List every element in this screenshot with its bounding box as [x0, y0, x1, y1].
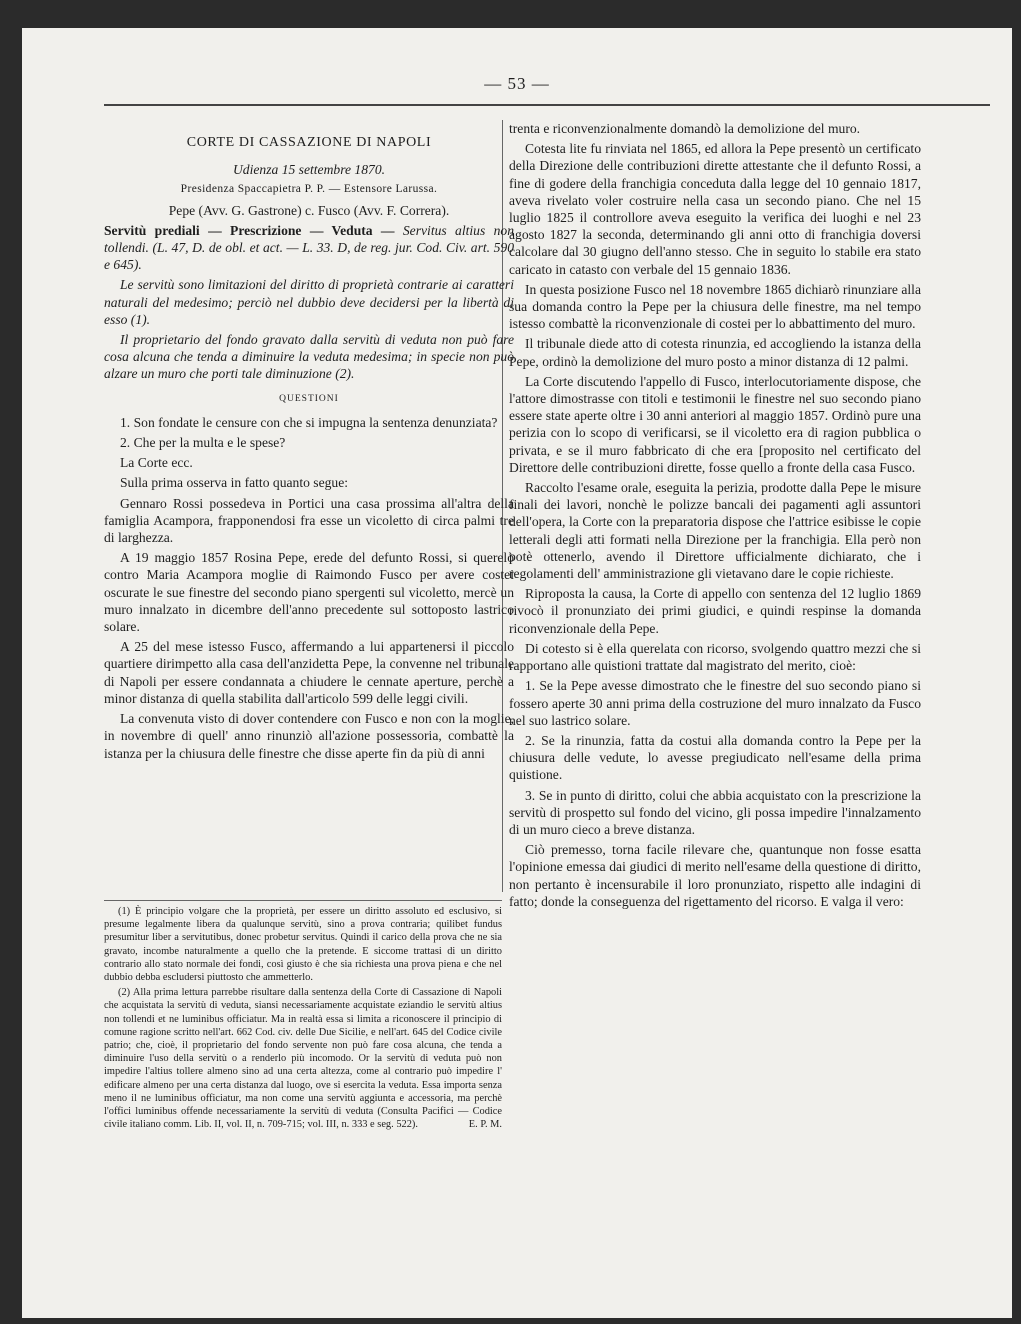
document-page — [22, 28, 1012, 1318]
court-etc: La Corte ecc. — [120, 455, 193, 471]
right-paragraph-2: Cotesta lite fu rinviata nel 1865, ed allora la Pepe presentò un certificato della Direzione delle contribuzioni dirette attestante che il defunto Rossi, a fine di godere della franchigia conceduta dalla legge del 10 gennaio 1817, aveva rivelato voler costruire nella casa un secondo piano. Che nel 15 luglio 1825 il controllore aveva eseguito la verifica dei luoghi e nel 23 agosto 1827 la seconda, determinando gli anni otto di franchigia doversi calcolare dal 30 giugno dell'anno stesso. Che in seguito lo stabile era stato caricato in catasto con verbale del 15 gennaio 1836. — [509, 141, 921, 277]
right-paragraph-11: 3. Se in punto di diritto, colui che abbia acquistato con la prescrizione la servitù di prospetto sul fondo del vicino, gli possa impedire l'innalzamento di un muro cieco a breve distanza. — [509, 787, 921, 837]
footnote-2-text: (2) Alla prima lettura parrebbe risultare dalla sentenza della Corte di Cassazione di Napoli che acquistata la servitù di veduta, siansi necessariamente acquistate eziandio le servitù altius non tollendi et ne luminibus officiatur. Ma in realtà essa si limita a riconoscere il principio di comune ragione scritto nell'art. 662 Cod. civ. delle Due Sicilie, e nell'art. 645 del Codice civile patrio; che, cioè, il proprietario del fondo servente non può fare cosa alcuna, che tenda a diminuire l'uso della servitù o a renderlo più incomodo. Or la servitù di veduta può non impedire l'altius tollere almeno sino ad una certa altezza, come al contrario può impedire l' edificare almeno per una certa distanza dal luogo, ove si esercita la veduta. Essa importa senza meno il ne luminibus officiatur, ma non come una servitù aggiunta e accessoria, ma perchè l'offici luminibus offende necessariamente la servitù di veduta (Consulta Pacifici — Codice civile italiano comm. Lib. II, vol. II, n. 709-715; vol. III, n. 333 e seg. 522). — [104, 987, 502, 1131]
question-2: 2. Che per la multa e le spese? — [120, 435, 286, 451]
court-title: CORTE DI CASSAZIONE DI NAPOLI — [186, 135, 432, 150]
right-paragraph-8: Di cotesto si è ella querelata con ricorso, svolgendo quattro mezzi che si rapportano alle quistioni trattate dal magistrato del merito, cioè: — [509, 640, 921, 674]
footnote-1: (1) È principio volgare che la proprietà, per essere un diritto assoluto ed esclusivo, si presume legalmente libera da qualunque servitù, sino a prova contraria; quilibet fundus presumitur liber a servitutibus, donec probetur servitus. Quindi il carico della prova che ne sia gravato, incombe naturalmente a quello che la pretende. E siccome trattasi di un diritto contrario allo stato normale dei fondi, così giusto è che sia richiesta una prova piena e che nel dubbio debba escludersi piuttosto che ammetterlo. — [104, 906, 502, 984]
right-paragraph-1: trenta e riconvenzionalmente domandò la demolizione del muro. — [509, 121, 861, 136]
left-column — [104, 120, 514, 765]
parties-line: Pepe (Avv. G. Gastrone) c. Fusco (Avv. F. Correra). — [168, 202, 450, 218]
footnote-2 — [104, 986, 502, 1131]
page-number: — 53 — — [484, 74, 550, 93]
right-column — [509, 120, 921, 913]
right-paragraph-6: Raccolto l'esame orale, eseguita la perizia, prodotte dalla Pepe le misure finali dei lavori, nonchè le polizze bancali dei pagamenti agli assuntori dell'opera, la Corte con la preparatoria dispose che l'attrice esibisse le copie letterali degli atti formati nella Direzione per la franchigia. Ella però non potè ottenerlo, avendo il Direttore ufficialmente dichiarato, che i regolamenti dell' amministrazione gli vietavano dare le copie richieste. — [509, 480, 921, 582]
subject-rest: Servitus altius non tollendi. (L. 47, D. de obl. et act. — L. 33. D, de reg. jur. Cod. Civ. art. 590 e 645). — [104, 222, 514, 273]
subject-heading — [104, 222, 514, 274]
right-paragraph-3: In questa posizione Fusco nel 18 novembre 1865 dichiarò rinunziare alla sua domanda contro la Pepe per la chiusura delle finestre, ma nel tempo istesso combattè la riconvenzionale di costei per lo abbattimento del muro. — [509, 281, 921, 332]
right-paragraph-4: Il tribunale diede atto di cotesta rinunzia, ed accogliendo la istanza della Pepe, ordinò la demolizione del muro posto a minor distanza di 12 palmi. — [509, 336, 921, 369]
footnote-signature: E. P. M. — [468, 1119, 502, 1131]
right-paragraph-10: 2. Se la rinunzia, fatta da costui alla domanda contro la Pepe per la chiusura delle vedute, lo avesse pregiudicato nell'esame della prima quistione. — [509, 732, 921, 783]
right-paragraph-9: 1. Se la Pepe avesse dimostrato che le finestre del suo secondo piano si fossero aperte 30 anni prima della costruzione del muro innalzato da Fusco nel suo lastrico solare. — [509, 678, 921, 728]
right-paragraph-5: La Corte discutendo l'appello di Fusco, interlocutoriamente dispose, che l'attore dimostrasse con titoli e testimonii le finestre nel suo secondo piano essere state aperte oltre i 30 anni anteriori al maggio 1857. Ordinò pure una perizia con lo scopo di verificarsi, se il vicoletto era di ragion pubblica o privata, e se il muro fabbricato di che era [proposito nel certificato del Direttore delle contribuzioni dirette, fosse quello a fronte della casa Fusco. — [509, 373, 921, 475]
left-paragraph-2: Gennaro Rossi possedeva in Portici una casa prossima all'altra della famiglia Acampora, frapponendosi fra esse un vicoletto di circa palmi tre di larghezza. — [104, 495, 514, 546]
header-rule — [104, 104, 990, 106]
questions-heading: QUESTIONI — [279, 393, 339, 404]
subject-bold: Servitù prediali — Prescrizione — Veduta — — [104, 222, 395, 238]
maxim-2: Il proprietario del fondo gravato dalla servitù di veduta non può fare cosa alcuna che tenda a diminuire la veduta medesima; in specie non può alzare un muro che porti tale diminuzione (2). — [104, 332, 514, 382]
right-paragraph-7: Riproposta la causa, la Corte di appello con sentenza del 12 luglio 1869 rivocò il pronunziato dei primi giudici, e quindi respinse la domanda riconvenzionale della Pepe. — [509, 586, 921, 636]
maxim-1: Le servitù sono limitazioni del diritto di proprietà contrarie ai caratteri naturali del medesimo; perciò nel dubbio deve decidersi per la libertà di esso (1). — [104, 277, 514, 327]
left-paragraph-1: Sulla prima osserva in fatto quanto segue: — [120, 475, 349, 491]
question-1: 1. Son fondate le censure con che si impugna la sentenza denunziata? — [120, 414, 498, 430]
footnotes — [104, 900, 502, 1133]
left-paragraph-4: A 25 del mese istesso Fusco, affermando a lui appartenersi il piccolo quartiere dirimpetto alla casa dell'anzidetta Pepe, la convenne nel tribunale di Napoli per essere condannata a chiudere le cennate aperture, perchè a minor distanza di quella stabilita dall'articolo 599 delle leggi civili. — [104, 639, 514, 706]
left-paragraph-5: La convenuta visto di dover contendere con Fusco e non con la moglie, in novembre di quell' anno rinunziò all'azione possessoria, combattè la istanza per la chiusura delle finestre che disse aperte fin da più di anni — [104, 711, 514, 761]
left-paragraph-3: A 19 maggio 1857 Rosina Pepe, erede del defunto Rossi, si querelò contro Maria Acampora moglie di Raimondo Fusco per avere costei oscurate le sue finestre del secondo piano spergenti sul vicoletto, mercè un muro innalzato in dicembre dell'anno precedente sul sottoposto lastrico solare. — [104, 550, 514, 635]
right-paragraph-12: Ciò premesso, torna facile rilevare che, quantunque non fosse esatta l'opinione emessa dai giudici di merito nell'esame della questione di diritto, non pertanto è incensurabile il loro pronunziato, rispetto alle indagini di fatto; donde la conseguenza del rigettamento del ricorso. E valga il vero: — [509, 842, 921, 909]
hearing-date: Udienza 15 settembre 1870. — [232, 162, 386, 178]
presidency-line: Presidenza Spaccapietra P. P. — Estensore Larussa. — [180, 183, 438, 196]
